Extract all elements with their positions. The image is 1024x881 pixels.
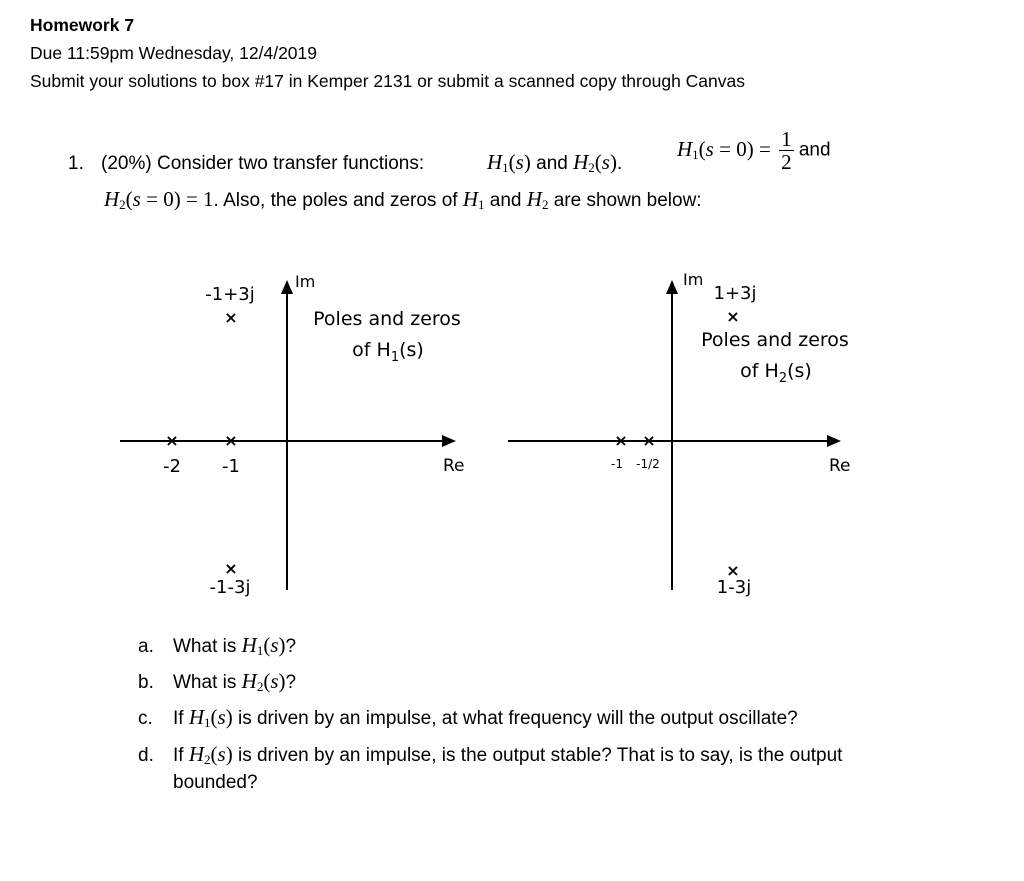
transfer-functions-expr: $H_1(s)$ and $H_2(s)$. bbox=[487, 150, 623, 175]
h2-dc-gain-expr: $H_2(s = 0) = 1$ bbox=[104, 187, 214, 212]
h1-pole-marker: × bbox=[224, 559, 238, 578]
h2-point-label: 1-3j bbox=[716, 577, 752, 598]
h2-pole-marker: × bbox=[726, 561, 740, 580]
h1-dc-gain-fraction: $\frac{1}{2}$ bbox=[781, 127, 792, 174]
and-text-3: and bbox=[489, 190, 522, 211]
part-text: What is bbox=[173, 636, 237, 657]
h1-axis-im-label: Im bbox=[295, 272, 316, 291]
part-text-end: is driven by an impulse, is the output stable? That is to say, is the output bbox=[237, 745, 843, 766]
h2-imag-axis-arrow bbox=[666, 280, 678, 294]
h2-symbol: $H_2$ bbox=[526, 187, 549, 212]
part-text: If bbox=[173, 708, 184, 729]
h2-real-axis-arrow bbox=[827, 435, 841, 447]
h1-of-s: $H_1(s)$ bbox=[241, 633, 286, 658]
part-text: What is bbox=[173, 672, 237, 693]
due-date: Due 11:59pm Wednesday, 12/4/2019 bbox=[30, 43, 318, 63]
h2-axis-re-label: Re bbox=[829, 456, 851, 476]
part-label: c. bbox=[138, 708, 153, 729]
also-text: Also, the poles and zeros of bbox=[223, 190, 458, 211]
h1-plot-title: Poles and zeros bbox=[313, 308, 461, 330]
part-label: a. bbox=[138, 636, 154, 657]
h2-of-s: $H_2(s)$ bbox=[573, 150, 617, 175]
h1-dc-gain-expr: $H_1(s = 0)$ = $\frac{1}{2}$ and bbox=[677, 127, 831, 174]
h1-point-label: -2 bbox=[163, 456, 181, 477]
and-text: and bbox=[536, 153, 568, 174]
h2-pole-marker: × bbox=[642, 431, 656, 450]
h2-dc-gain-line: $H_2(s = 0) = 1$. Also, the poles and zeros of $H_1$ and $H_2$ are shown below: bbox=[104, 187, 702, 212]
h1-point-label: -1-3j bbox=[209, 577, 251, 598]
h2-plot-title: Poles and zeros bbox=[701, 329, 849, 351]
h1-symbol: $H_1$ bbox=[462, 187, 485, 212]
submission-instructions: Submit your solutions to box #17 in Kemper 2131 or submit a scanned copy through Canvas bbox=[30, 71, 745, 91]
h2-point-label: -1/2 bbox=[636, 457, 660, 471]
question-number: 1. bbox=[68, 153, 84, 174]
h1-plot-subtitle: of $H_1(s)$ bbox=[352, 339, 424, 365]
and-text-2: and bbox=[798, 139, 831, 161]
h2-plot-subtitle: of $H_2(s)$ bbox=[740, 360, 812, 386]
shown-below-text: are shown below: bbox=[553, 190, 702, 211]
h1-point-label: -1 bbox=[222, 456, 240, 477]
part-text: If bbox=[173, 745, 184, 766]
h2-point-label: -1 bbox=[611, 457, 623, 471]
part-b bbox=[138, 669, 296, 695]
h1-pole-marker: × bbox=[224, 431, 238, 450]
homework-title: Homework 7 bbox=[30, 15, 135, 35]
h2-of-s: $H_2(s)$ bbox=[188, 742, 233, 767]
part-label: b. bbox=[138, 672, 154, 693]
h1-of-s: $H_1(s)$ bbox=[487, 150, 531, 175]
h1-of-s: $H_1(s)$ bbox=[188, 705, 233, 730]
h2-point-label: 1+3j bbox=[713, 283, 757, 304]
part-text-end: ? bbox=[285, 672, 297, 693]
part-text-continued: bounded? bbox=[173, 772, 258, 793]
part-a bbox=[138, 633, 296, 659]
h1-pole-marker: × bbox=[165, 431, 179, 450]
h1-point-label: -1+3j bbox=[205, 284, 255, 305]
h2-pole-marker: × bbox=[614, 431, 628, 450]
part-d bbox=[138, 742, 843, 793]
part-c bbox=[138, 705, 798, 731]
part-text-end: is driven by an impulse, at what frequency will the output oscillate? bbox=[237, 708, 798, 729]
h1-pole-marker: × bbox=[224, 308, 238, 327]
question-intro-text: Consider two transfer functions: bbox=[156, 153, 425, 174]
question-weight: (20%) bbox=[101, 153, 152, 174]
h2-axis-im-label: Im bbox=[683, 270, 704, 289]
part-label: d. bbox=[138, 745, 154, 766]
h1-axis-re-label: Re bbox=[443, 456, 465, 476]
h2-of-s: $H_2(s)$ bbox=[241, 669, 286, 694]
h2-pole-marker: × bbox=[726, 307, 740, 326]
part-text-end: ? bbox=[285, 636, 297, 657]
